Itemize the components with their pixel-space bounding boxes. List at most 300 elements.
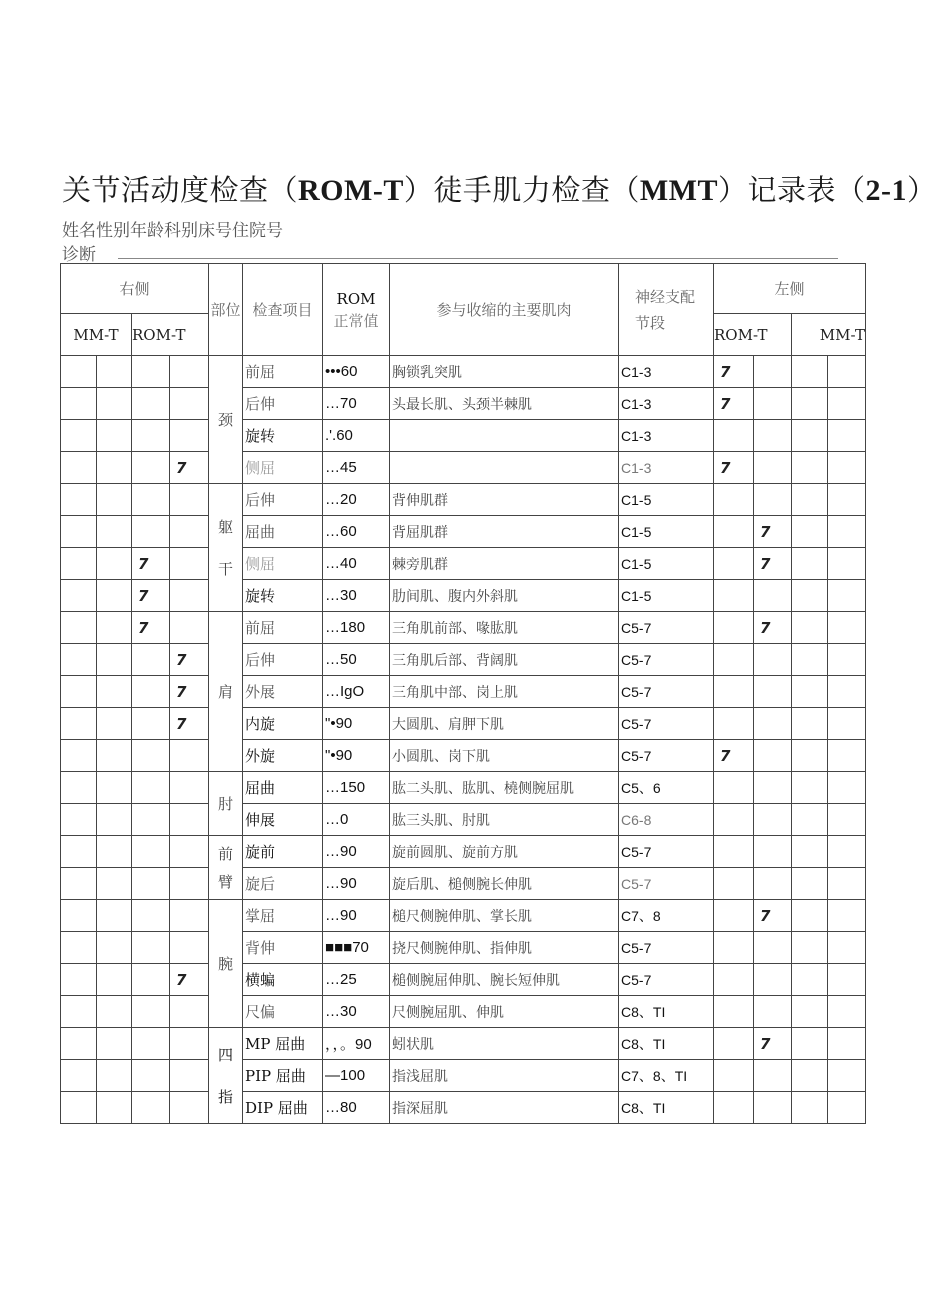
cell-l[interactable] (714, 1092, 754, 1124)
cell-r[interactable] (170, 580, 209, 612)
rom-cell: …40 (323, 548, 390, 580)
cell-l[interactable] (714, 420, 754, 452)
cell-r[interactable] (61, 644, 97, 676)
cell-l[interactable] (754, 932, 792, 964)
item-cell: 伸展 (243, 804, 323, 836)
muscle-cell: 三角肌后部、背阔肌 (390, 644, 619, 676)
cell-l[interactable] (792, 420, 828, 452)
cell-r[interactable] (97, 1092, 132, 1124)
cell-l[interactable] (828, 772, 866, 804)
rom-cell: …80 (323, 1092, 390, 1124)
cell-r[interactable] (97, 1028, 132, 1060)
muscle-cell: 指深屈肌 (390, 1092, 619, 1124)
cell-l[interactable] (828, 708, 866, 740)
rom-cell: …20 (323, 484, 390, 516)
cell-l[interactable] (714, 644, 754, 676)
muscle-cell: 头最长肌、头颈半棘肌 (390, 388, 619, 420)
mark-glyph[interactable]: 7 (170, 644, 209, 676)
cell-l[interactable] (714, 580, 754, 612)
rom-cell: …150 (323, 772, 390, 804)
cell-r[interactable] (97, 996, 132, 1028)
nerve-cell: C1-5 (619, 548, 714, 580)
item-cell: MP 屈曲 (243, 1028, 323, 1060)
cell-l[interactable] (828, 548, 866, 580)
cell-r[interactable] (97, 612, 132, 644)
rom-cell: "•90 (323, 708, 390, 740)
item-cell: 前屈 (243, 356, 323, 388)
nerve-cell: C1-5 (619, 484, 714, 516)
cell-l[interactable] (754, 708, 792, 740)
cell-r[interactable] (97, 548, 132, 580)
cell-l[interactable] (714, 1060, 754, 1092)
item-cell: PIP 屈曲 (243, 1060, 323, 1092)
cell-l[interactable] (754, 1092, 792, 1124)
cell-r[interactable] (61, 1028, 97, 1060)
muscle-cell: 背屈肌群 (390, 516, 619, 548)
nerve-cell: C5-7 (619, 644, 714, 676)
cell-r[interactable] (97, 452, 132, 484)
cell-r[interactable] (97, 932, 132, 964)
mark-glyph[interactable]: 7 (170, 452, 209, 484)
cell-r[interactable] (97, 676, 132, 708)
cell-l[interactable] (714, 804, 754, 836)
cell-l[interactable] (792, 356, 828, 388)
cell-r[interactable] (170, 1092, 209, 1124)
cell-l[interactable] (714, 548, 754, 580)
cell-l[interactable] (754, 388, 792, 420)
cell-r[interactable] (132, 452, 170, 484)
cell-l[interactable] (828, 420, 866, 452)
cell-r[interactable] (170, 772, 209, 804)
muscle-cell: 胸锁乳突肌 (390, 356, 619, 388)
nerve-cell: C5-7 (619, 932, 714, 964)
cell-l[interactable] (714, 708, 754, 740)
cell-r[interactable] (132, 644, 170, 676)
cell-l[interactable] (792, 516, 828, 548)
part-shoulder: 肩 (209, 612, 243, 772)
cell-l[interactable] (828, 388, 866, 420)
cell-r[interactable] (61, 420, 97, 452)
muscle-cell: 棘旁肌群 (390, 548, 619, 580)
rom-cell: …90 (323, 868, 390, 900)
cell-l[interactable] (792, 484, 828, 516)
cell-l[interactable] (714, 772, 754, 804)
nerve-header-line1: 神经支配 (635, 287, 696, 306)
cell-r[interactable] (61, 708, 97, 740)
part-forearm (209, 836, 243, 900)
muscle-cell: 旋后肌、槌侧腕长伸肌 (390, 868, 619, 900)
diagnosis-label: 诊断 (62, 245, 96, 265)
mark-glyph[interactable]: 7 (170, 676, 209, 708)
cell-r[interactable] (170, 420, 209, 452)
mark-glyph[interactable]: 7 (714, 452, 754, 484)
rom-cell: ，，。90 (323, 1028, 390, 1060)
cell-r-mmt1[interactable] (61, 356, 97, 388)
cell-r[interactable] (61, 804, 97, 836)
cell-l[interactable] (754, 996, 792, 1028)
muscle-cell (390, 420, 619, 452)
cell-r[interactable] (170, 548, 209, 580)
cell-l[interactable] (714, 996, 754, 1028)
cell-r[interactable] (170, 996, 209, 1028)
cell-r[interactable] (97, 740, 132, 772)
part-trunk (209, 484, 243, 612)
cell-r[interactable] (170, 1060, 209, 1092)
cell-r[interactable] (61, 580, 97, 612)
cell-l[interactable] (714, 900, 754, 932)
muscle-cell: 蚓状肌 (390, 1028, 619, 1060)
part-fingers (209, 1028, 243, 1124)
cell-r[interactable] (132, 996, 170, 1028)
nerve-cell: C8、TI (619, 1028, 714, 1060)
cell-l[interactable] (792, 580, 828, 612)
cell-r[interactable] (132, 932, 170, 964)
right-side-header: 右侧 (61, 264, 209, 314)
nerve-cell: C5-7 (619, 740, 714, 772)
muscle-cell: 指浅屈肌 (390, 1060, 619, 1092)
cell-l[interactable] (754, 452, 792, 484)
nerve-header-line2: 节段 (635, 313, 666, 332)
rom-cell: …25 (323, 964, 390, 996)
part-header: 部位 (209, 264, 243, 356)
cell-l[interactable] (828, 1092, 866, 1124)
cell-r[interactable] (61, 484, 97, 516)
cell-l[interactable] (754, 580, 792, 612)
cell-l[interactable] (828, 580, 866, 612)
cell-r[interactable] (97, 708, 132, 740)
cell-l[interactable] (792, 644, 828, 676)
cell-l[interactable] (714, 932, 754, 964)
nerve-cell: C8、TI (619, 996, 714, 1028)
cell-l[interactable] (828, 804, 866, 836)
cell-r[interactable] (61, 516, 97, 548)
cell-r[interactable] (132, 676, 170, 708)
cell-l[interactable] (792, 868, 828, 900)
nerve-cell: C5-7 (619, 708, 714, 740)
cell-l[interactable] (714, 964, 754, 996)
muscle-cell: 挠尺侧腕伸肌、指伸肌 (390, 932, 619, 964)
cell-r[interactable] (132, 900, 170, 932)
mark-glyph[interactable]: 7 (714, 388, 754, 420)
cell-l[interactable] (792, 708, 828, 740)
nerve-header (619, 264, 714, 356)
muscle-cell: 槌尺侧腕伸肌、掌长肌 (390, 900, 619, 932)
cell-r[interactable] (132, 388, 170, 420)
part-forearm-1: 前 (218, 844, 234, 863)
cell-r[interactable] (170, 740, 209, 772)
cell-l[interactable] (754, 420, 792, 452)
nerve-cell: C5-7 (619, 964, 714, 996)
cell-r[interactable] (132, 804, 170, 836)
nerve-cell: C5-7 (619, 836, 714, 868)
cell-r-mmt2[interactable] (97, 356, 132, 388)
mark-glyph[interactable]: 7 (132, 548, 170, 580)
rom-cell: …0 (323, 804, 390, 836)
cell-r[interactable] (97, 868, 132, 900)
nerve-cell: C8、TI (619, 1092, 714, 1124)
cell-r[interactable] (132, 420, 170, 452)
mark-glyph[interactable]: 7 (754, 612, 792, 644)
rom-header (323, 264, 390, 356)
cell-l[interactable] (754, 676, 792, 708)
cell-r[interactable] (61, 996, 97, 1028)
cell-l[interactable] (828, 1028, 866, 1060)
item-cell: 屈曲 (243, 772, 323, 804)
mark-glyph[interactable]: 7 (170, 708, 209, 740)
cell-l[interactable] (828, 1060, 866, 1092)
mark-glyph[interactable]: 7 (170, 964, 209, 996)
cell-r[interactable] (170, 836, 209, 868)
cell-l[interactable] (828, 676, 866, 708)
part-wrist: 腕 (209, 900, 243, 1028)
nerve-cell: C5-7 (619, 676, 714, 708)
cell-r[interactable] (170, 1028, 209, 1060)
cell-r[interactable] (97, 516, 132, 548)
cell-r[interactable] (61, 900, 97, 932)
cell-r[interactable] (132, 1028, 170, 1060)
cell-r[interactable] (61, 836, 97, 868)
nerve-cell: C1-3 (619, 388, 714, 420)
rom-cell: …90 (323, 900, 390, 932)
cell-r[interactable] (132, 772, 170, 804)
part-fingers-1: 四 (218, 1045, 234, 1064)
cell-r-rom1[interactable] (132, 356, 170, 388)
cell-r[interactable] (132, 484, 170, 516)
cell-l[interactable] (828, 740, 866, 772)
cell-l[interactable] (714, 676, 754, 708)
mark-glyph[interactable]: 7 (754, 1028, 792, 1060)
cell-l[interactable] (714, 836, 754, 868)
nerve-cell: C1-3 (619, 420, 714, 452)
cell-r[interactable] (132, 868, 170, 900)
left-mmt-header: MM-T (792, 314, 866, 356)
cell-r[interactable] (170, 484, 209, 516)
cell-l[interactable] (828, 516, 866, 548)
part-trunk-2: 干 (218, 559, 234, 578)
muscle-cell: 小圆肌、岗下肌 (390, 740, 619, 772)
nerve-cell: C1-3 (619, 452, 714, 484)
item-cell: 旋转 (243, 580, 323, 612)
rom-cell: •••60 (323, 356, 390, 388)
cell-l[interactable] (754, 740, 792, 772)
item-cell: 前屈 (243, 612, 323, 644)
cell-r[interactable] (61, 388, 97, 420)
cell-r[interactable] (61, 452, 97, 484)
cell-l[interactable] (828, 356, 866, 388)
muscles-header: 参与收缩的主要肌肉 (390, 264, 619, 356)
cell-r[interactable] (170, 388, 209, 420)
cell-r[interactable] (132, 708, 170, 740)
rom-cell: …70 (323, 388, 390, 420)
muscle-cell: 旋前圆肌、旋前方肌 (390, 836, 619, 868)
cell-r[interactable] (61, 932, 97, 964)
cell-l[interactable] (828, 996, 866, 1028)
rom-cell: …90 (323, 836, 390, 868)
cell-l[interactable] (714, 484, 754, 516)
cell-l[interactable] (792, 772, 828, 804)
cell-r[interactable] (170, 516, 209, 548)
cell-r[interactable] (61, 964, 97, 996)
cell-l[interactable] (828, 452, 866, 484)
cell-l[interactable] (828, 932, 866, 964)
left-rom-t-header: ROM-T (714, 314, 792, 356)
rom-header-title: ROM (336, 289, 376, 308)
cell-l[interactable] (828, 484, 866, 516)
cell-r[interactable] (97, 964, 132, 996)
cell-r[interactable] (61, 676, 97, 708)
item-cell: 后伸 (243, 644, 323, 676)
cell-l[interactable] (792, 1060, 828, 1092)
cell-r[interactable] (61, 1060, 97, 1092)
patient-info-line: 姓名性别年龄科别床号住院号 (62, 221, 283, 241)
cell-l[interactable] (714, 868, 754, 900)
muscle-cell: 三角肌前部、喙肱肌 (390, 612, 619, 644)
cell-r[interactable] (97, 420, 132, 452)
record-table (60, 263, 866, 1124)
cell-l[interactable] (792, 388, 828, 420)
muscle-cell: 三角肌中部、岗上肌 (390, 676, 619, 708)
rom-cell: ■■■70 (323, 932, 390, 964)
cell-l[interactable] (714, 1028, 754, 1060)
mark-glyph[interactable]: 7 (754, 516, 792, 548)
cell-l[interactable] (828, 868, 866, 900)
cell-l[interactable] (754, 356, 792, 388)
cell-l[interactable] (792, 548, 828, 580)
item-cell: 横蝙 (243, 964, 323, 996)
rom-cell: .'.60 (323, 420, 390, 452)
mark-glyph[interactable]: 7 (754, 548, 792, 580)
cell-l[interactable] (792, 1028, 828, 1060)
cell-l[interactable] (792, 676, 828, 708)
part-forearm-2: 臂 (218, 872, 234, 891)
cell-r[interactable] (97, 900, 132, 932)
cell-l[interactable] (754, 868, 792, 900)
cell-r[interactable] (97, 804, 132, 836)
cell-r[interactable] (61, 772, 97, 804)
cell-r[interactable] (97, 580, 132, 612)
cell-r[interactable] (132, 1060, 170, 1092)
part-trunk-1: 躯 (218, 517, 234, 536)
cell-r[interactable] (97, 388, 132, 420)
right-mmt-header: MM-T (61, 314, 132, 356)
cell-l[interactable] (754, 772, 792, 804)
nerve-cell: C1-5 (619, 580, 714, 612)
cell-r[interactable] (61, 548, 97, 580)
cell-r[interactable] (170, 932, 209, 964)
cell-l[interactable] (828, 836, 866, 868)
cell-r[interactable] (170, 868, 209, 900)
mark-glyph[interactable]: 7 (132, 612, 170, 644)
cell-l[interactable] (714, 516, 754, 548)
nerve-cell: C5、6 (619, 772, 714, 804)
cell-r[interactable] (97, 644, 132, 676)
cell-l[interactable] (754, 644, 792, 676)
nerve-cell: C1-5 (619, 516, 714, 548)
cell-r[interactable] (61, 740, 97, 772)
cell-r[interactable] (132, 516, 170, 548)
item-cell: 旋前 (243, 836, 323, 868)
rom-cell: …50 (323, 644, 390, 676)
rom-cell: "•90 (323, 740, 390, 772)
nerve-cell: C5-7 (619, 612, 714, 644)
muscle-cell: 槌侧腕屈伸肌、腕长短伸肌 (390, 964, 619, 996)
muscle-cell: 肱二头肌、肱肌、橈侧腕屈肌 (390, 772, 619, 804)
cell-l[interactable] (754, 1060, 792, 1092)
cell-l[interactable] (792, 1092, 828, 1124)
cell-l[interactable] (828, 612, 866, 644)
cell-r[interactable] (132, 1092, 170, 1124)
diagnosis-line (118, 258, 838, 259)
cell-l[interactable] (792, 612, 828, 644)
item-cell: 旋转 (243, 420, 323, 452)
cell-l[interactable] (792, 836, 828, 868)
cell-r[interactable] (61, 868, 97, 900)
cell-r[interactable] (132, 740, 170, 772)
cell-r[interactable] (170, 612, 209, 644)
item-cell: DIP 屈曲 (243, 1092, 323, 1124)
item-cell: 外展 (243, 676, 323, 708)
muscle-cell: 肱三头肌、肘肌 (390, 804, 619, 836)
cell-l[interactable] (754, 964, 792, 996)
mark-glyph[interactable]: 7 (132, 580, 170, 612)
cell-l[interactable] (754, 804, 792, 836)
cell-r[interactable] (61, 612, 97, 644)
cell-r[interactable] (61, 1092, 97, 1124)
cell-r[interactable] (170, 900, 209, 932)
cell-l[interactable] (792, 740, 828, 772)
rom-cell: …180 (323, 612, 390, 644)
cell-r[interactable] (170, 804, 209, 836)
cell-l[interactable] (792, 900, 828, 932)
cell-r[interactable] (97, 772, 132, 804)
item-cell: 后伸 (243, 388, 323, 420)
cell-l[interactable] (792, 452, 828, 484)
item-cell: 旋后 (243, 868, 323, 900)
cell-r[interactable] (97, 1060, 132, 1092)
nerve-cell: C7、8 (619, 900, 714, 932)
cell-l[interactable] (828, 964, 866, 996)
cell-l[interactable] (828, 900, 866, 932)
mark-glyph[interactable]: 7 (754, 900, 792, 932)
cell-l[interactable] (792, 964, 828, 996)
item-cell: 内旋 (243, 708, 323, 740)
item-cell: 外旋 (243, 740, 323, 772)
rom-cell: …30 (323, 996, 390, 1028)
cell-l[interactable] (792, 804, 828, 836)
cell-r[interactable] (132, 836, 170, 868)
nerve-cell: C6-8 (619, 804, 714, 836)
item-cell: 掌屈 (243, 900, 323, 932)
cell-l[interactable] (714, 612, 754, 644)
cell-r[interactable] (97, 484, 132, 516)
rom-header-normal: 正常值 (333, 311, 379, 330)
item-cell: 侧屈 (243, 548, 323, 580)
cell-r[interactable] (132, 964, 170, 996)
cell-l[interactable] (792, 932, 828, 964)
mark-glyph[interactable]: 7 (714, 356, 754, 388)
rom-cell: …60 (323, 516, 390, 548)
cell-l[interactable] (754, 484, 792, 516)
cell-l[interactable] (828, 644, 866, 676)
nerve-cell: C5-7 (619, 868, 714, 900)
item-cell: 背伸 (243, 932, 323, 964)
cell-r[interactable] (97, 836, 132, 868)
mark-glyph[interactable]: 7 (714, 740, 754, 772)
cell-l[interactable] (754, 836, 792, 868)
cell-r-rom2[interactable] (170, 356, 209, 388)
muscle-cell: 大圆肌、肩胛下肌 (390, 708, 619, 740)
cell-l[interactable] (792, 996, 828, 1028)
